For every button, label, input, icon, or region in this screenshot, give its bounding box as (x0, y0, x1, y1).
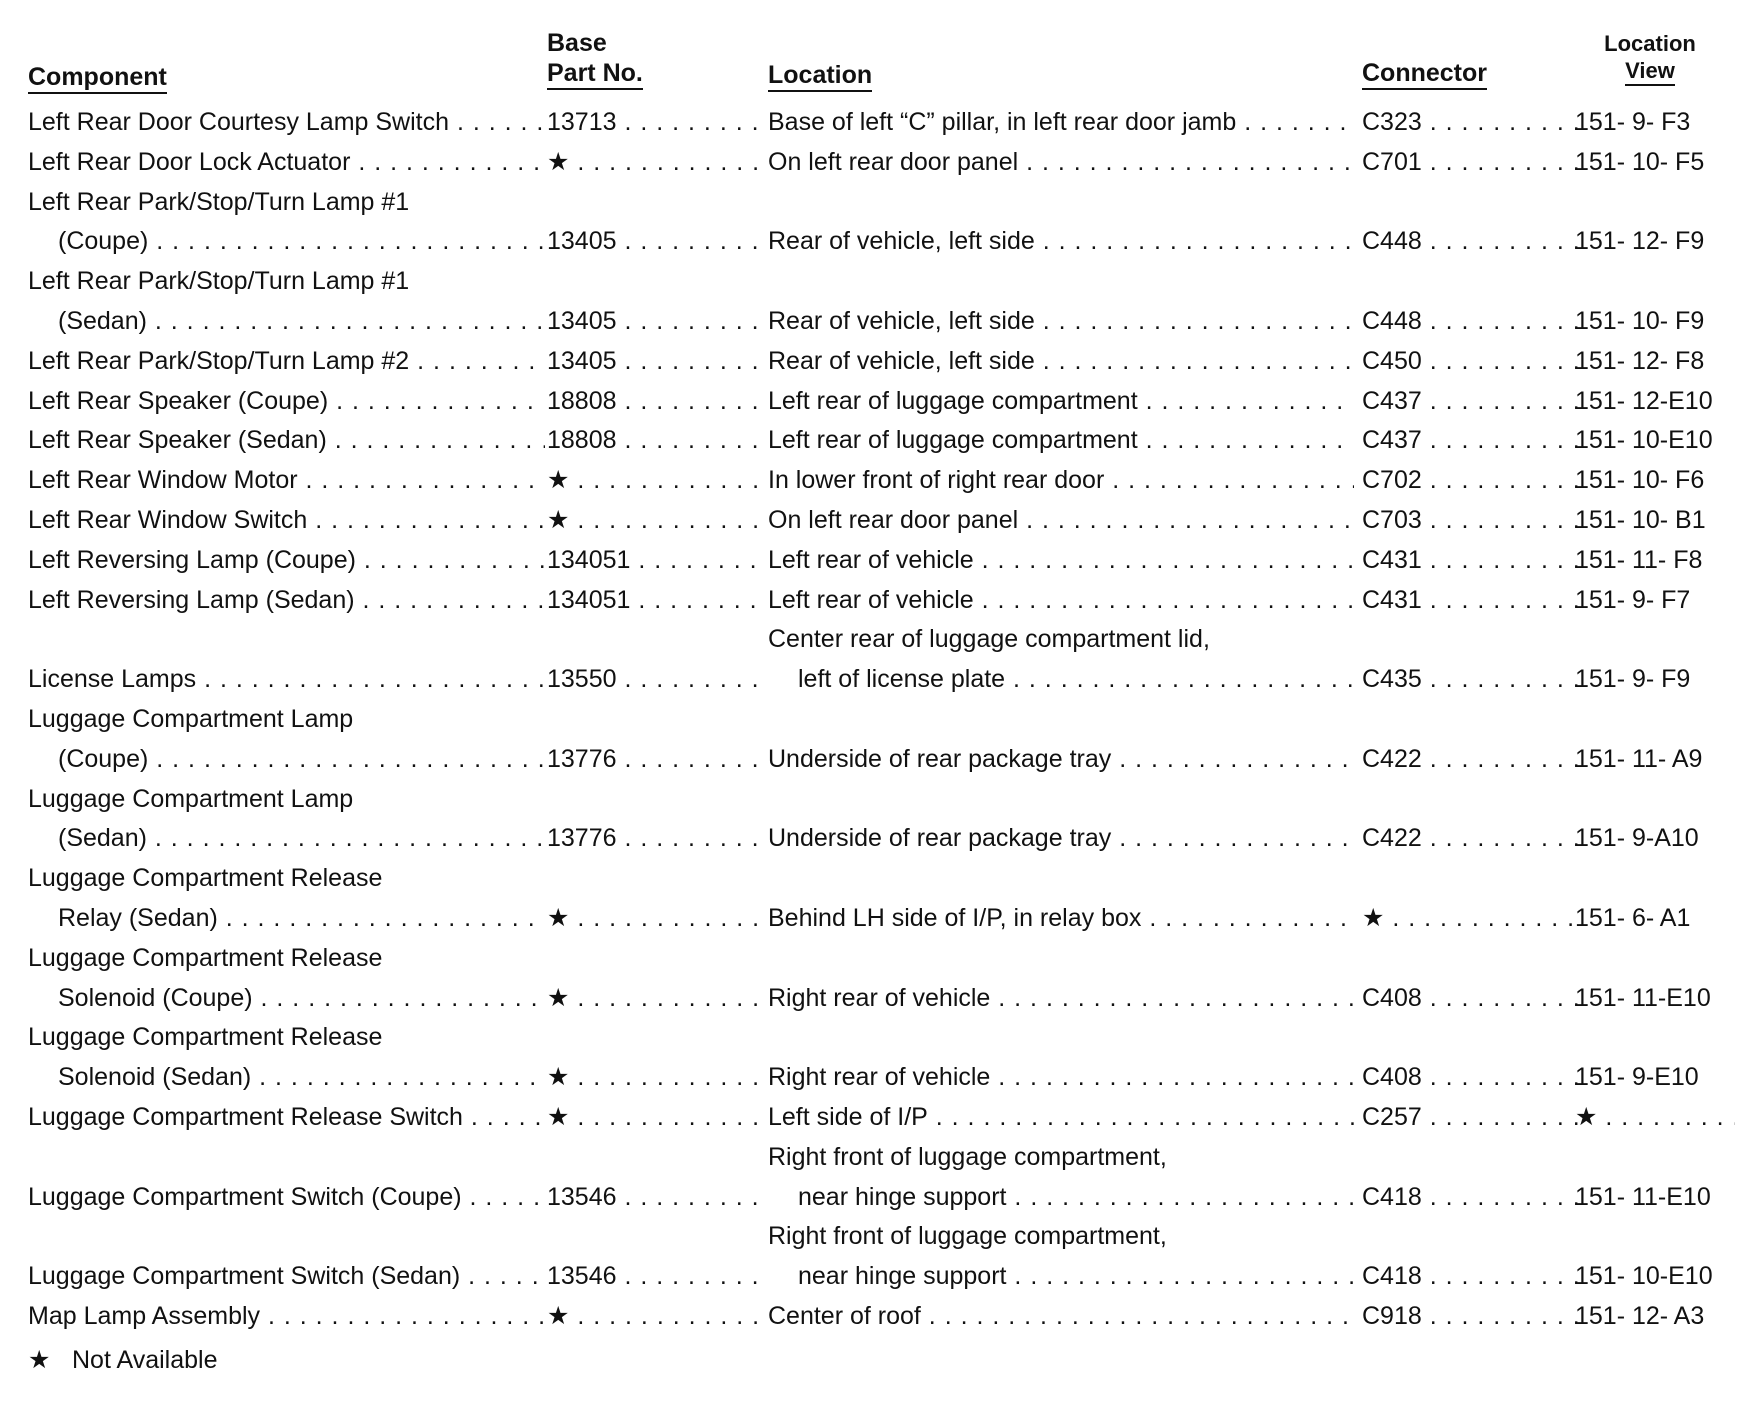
component-name: (Coupe) . . . (58, 743, 545, 775)
location-text: near hinge support . . . (798, 1260, 1354, 1292)
header-component: Component (28, 62, 167, 94)
location-view: 151- 9-E10 (1575, 1063, 1699, 1092)
base-part-no: 13546 . . . (547, 1260, 765, 1292)
component-name: Left Rear Speaker (Coupe) . . . (28, 385, 545, 417)
base-part-no: 13405 . . . (547, 225, 765, 257)
location-view: 151- 11- F8 (1575, 545, 1703, 574)
base-part-no: 13713 . . . (547, 106, 765, 138)
location-view: 151- 12- F8 (1575, 346, 1705, 375)
location-view: 151- 10- F9 (1575, 307, 1705, 335)
location-text: Right front of luggage compartment, (768, 1222, 1167, 1251)
header-view-line1: Location (1604, 31, 1696, 56)
location-view: 151- 12- A3 (1575, 1302, 1705, 1330)
component-name: Left Rear Window Switch . . . (28, 504, 545, 536)
location-view: 151- 10- F5 (1575, 147, 1705, 176)
location-text: Left rear of luggage compartment . . . (768, 385, 1354, 417)
connector-id: C257 . . . (1362, 1101, 1582, 1133)
base-part-no: 13405 . . . (547, 305, 765, 337)
location-view: 151- 11-E10 (1575, 1182, 1711, 1211)
location-view: 151- 11- A9 (1575, 744, 1703, 773)
header-location: Location (768, 60, 872, 92)
connector-id: C418 . . . (1362, 1260, 1582, 1292)
component-name: Map Lamp Assembly . . . (28, 1300, 545, 1332)
location-text: Right rear of vehicle . . . (768, 982, 1354, 1014)
location-view: 151- 9- F9 (1575, 665, 1691, 694)
location-text: Base of left “C” pillar, in left rear door jamb . . . (768, 106, 1354, 138)
location-text: On left rear door panel . . . (768, 146, 1354, 178)
component-name: Solenoid (Sedan) . . . (58, 1061, 545, 1093)
location-text: Center of roof . . . (768, 1300, 1354, 1332)
connector-id: C408 . . . (1362, 982, 1582, 1014)
component-name: (Sedan) . . . (58, 305, 545, 337)
base-part-no: 13776 . . . (547, 743, 765, 775)
connector-id: C703 . . . (1362, 504, 1582, 536)
base-part-no: 134051 . . . (547, 584, 765, 616)
location-view: 151- 6- A1 (1575, 904, 1691, 932)
base-part-no: ★ . . . (547, 982, 765, 1014)
base-part-no: ★ . . . (547, 504, 765, 536)
component-name: (Sedan) . . . (58, 822, 545, 854)
location-text: Rear of vehicle, left side . . . (768, 345, 1354, 377)
base-part-no: ★ . . . (547, 1300, 765, 1332)
location-view: 151- 10-E10 (1575, 1262, 1713, 1291)
connector-id: C448 . . . (1362, 225, 1582, 257)
connector-id: C323 . . . (1362, 106, 1582, 138)
location-text: Rear of vehicle, left side . . . (768, 305, 1354, 337)
component-name: License Lamps . . . (28, 663, 545, 695)
component-name: Luggage Compartment Release Switch . . . (28, 1101, 545, 1133)
location-text: On left rear door panel . . . (768, 504, 1354, 536)
base-part-no: ★ . . . (547, 1061, 765, 1093)
base-part-no: 134051 . . . (547, 544, 765, 576)
connector-id: C437 . . . (1362, 424, 1582, 456)
connector-id: C422 . . . (1362, 743, 1582, 775)
header-part-line1: Base (547, 29, 607, 57)
base-part-no: ★ . . . (547, 1101, 765, 1133)
footnote-text: Not Available (72, 1346, 218, 1374)
connector-id: C422 . . . (1362, 822, 1582, 854)
location-view: 151- 12- F9 (1575, 227, 1705, 256)
component-name: Luggage Compartment Release (28, 864, 383, 893)
component-name: Luggage Compartment Switch (Sedan) . . . (28, 1260, 545, 1292)
component-name: Left Rear Park/Stop/Turn Lamp #1 (28, 267, 410, 296)
connector-id: C431 . . . (1362, 584, 1582, 616)
component-name: Luggage Compartment Switch (Coupe) . . . (28, 1181, 545, 1213)
header-connector: Connector (1362, 58, 1487, 90)
base-part-no: ★ . . . (547, 464, 765, 496)
location-text: Left rear of luggage compartment . . . (768, 424, 1354, 456)
location-text: Underside of rear package tray . . . (768, 743, 1354, 775)
component-name: Left Reversing Lamp (Sedan) . . . (28, 584, 545, 616)
connector-id: C435 . . . (1362, 663, 1582, 695)
location-text: Left side of I/P . . . (768, 1101, 1354, 1133)
location-text: Center rear of luggage compartment lid, (768, 625, 1210, 654)
base-part-no: ★ . . . (547, 146, 765, 178)
location-text: Right rear of vehicle . . . (768, 1061, 1354, 1093)
connector-id: C702 . . . (1362, 464, 1582, 496)
connector-id: C437 . . . (1362, 385, 1582, 417)
location-view: 151- 10- F6 (1575, 466, 1705, 495)
location-text: Underside of rear package tray . . . (768, 822, 1354, 854)
connector-id: C418 . . . (1362, 1181, 1582, 1213)
component-name: Luggage Compartment Lamp (28, 705, 354, 733)
component-name: Left Rear Speaker (Sedan) . . . (28, 424, 545, 456)
location-text: In lower front of right rear door . . . (768, 464, 1354, 496)
component-name: Left Rear Park/Stop/Turn Lamp #1 (28, 187, 410, 216)
base-part-no: 13550 . . . (547, 663, 765, 695)
component-name: Luggage Compartment Lamp (28, 784, 354, 813)
connector-id: C431 . . . (1362, 544, 1582, 576)
location-view: 151- 12-E10 (1575, 386, 1713, 415)
location-text: Right front of luggage compartment, (768, 1142, 1167, 1171)
star-icon: ★ (28, 1346, 51, 1374)
header-base-part-no (547, 28, 643, 90)
location-view: 151- 9-A10 (1575, 824, 1699, 853)
component-name: Left Rear Door Courtesy Lamp Switch . . . (28, 106, 545, 138)
location-view: 151- 9- F3 (1575, 108, 1691, 136)
connector-id: C701 . . . (1362, 146, 1582, 178)
base-part-no: 13546 . . . (547, 1181, 765, 1213)
connector-id: C448 . . . (1362, 305, 1582, 337)
base-part-no: 18808 . . . (547, 385, 765, 417)
header-location-view (1590, 30, 1710, 86)
component-name: Luggage Compartment Release (28, 1023, 383, 1052)
base-part-no: 13405 . . . (547, 345, 765, 377)
header-view-line2: View (1625, 57, 1675, 86)
component-name: Left Reversing Lamp (Coupe) . . . (28, 544, 545, 576)
location-text: left of license plate . . . (798, 663, 1354, 695)
connector-id: C918 . . . (1362, 1300, 1582, 1332)
location-view: 151- 10-E10 (1575, 426, 1713, 455)
location-text: Rear of vehicle, left side . . . (768, 225, 1354, 257)
location-text: Left rear of vehicle . . . (768, 584, 1354, 616)
component-name: Solenoid (Coupe) . . . (58, 982, 545, 1014)
location-text: near hinge support . . . (798, 1181, 1354, 1213)
component-name: Left Rear Park/Stop/Turn Lamp #2 . . . (28, 345, 545, 377)
base-part-no: 13776 . . . (547, 822, 765, 854)
connector-id: C408 . . . (1362, 1061, 1582, 1093)
location-text: Left rear of vehicle . . . (768, 544, 1354, 576)
location-text: Behind LH side of I/P, in relay box . . . (768, 902, 1354, 934)
location-view: ★ . . . (1575, 1101, 1735, 1133)
component-name: (Coupe) . . . (58, 225, 545, 257)
connector-id: ★ . . . (1362, 902, 1582, 934)
component-name: Relay (Sedan) . . . (58, 902, 545, 934)
location-view: 151- 9- F7 (1575, 585, 1691, 614)
component-name: Left Rear Door Lock Actuator . . . (28, 146, 545, 178)
connector-id: C450 . . . (1362, 345, 1582, 377)
component-name: Luggage Compartment Release (28, 943, 383, 972)
location-view: 151- 10- B1 (1575, 506, 1706, 534)
base-part-no: 18808 . . . (547, 424, 765, 456)
base-part-no: ★ . . . (547, 902, 765, 934)
header-part-line2: Part No. (547, 58, 643, 90)
footnote (28, 1344, 217, 1376)
location-view: 151- 11-E10 (1575, 983, 1711, 1012)
component-name: Left Rear Window Motor . . . (28, 464, 545, 496)
